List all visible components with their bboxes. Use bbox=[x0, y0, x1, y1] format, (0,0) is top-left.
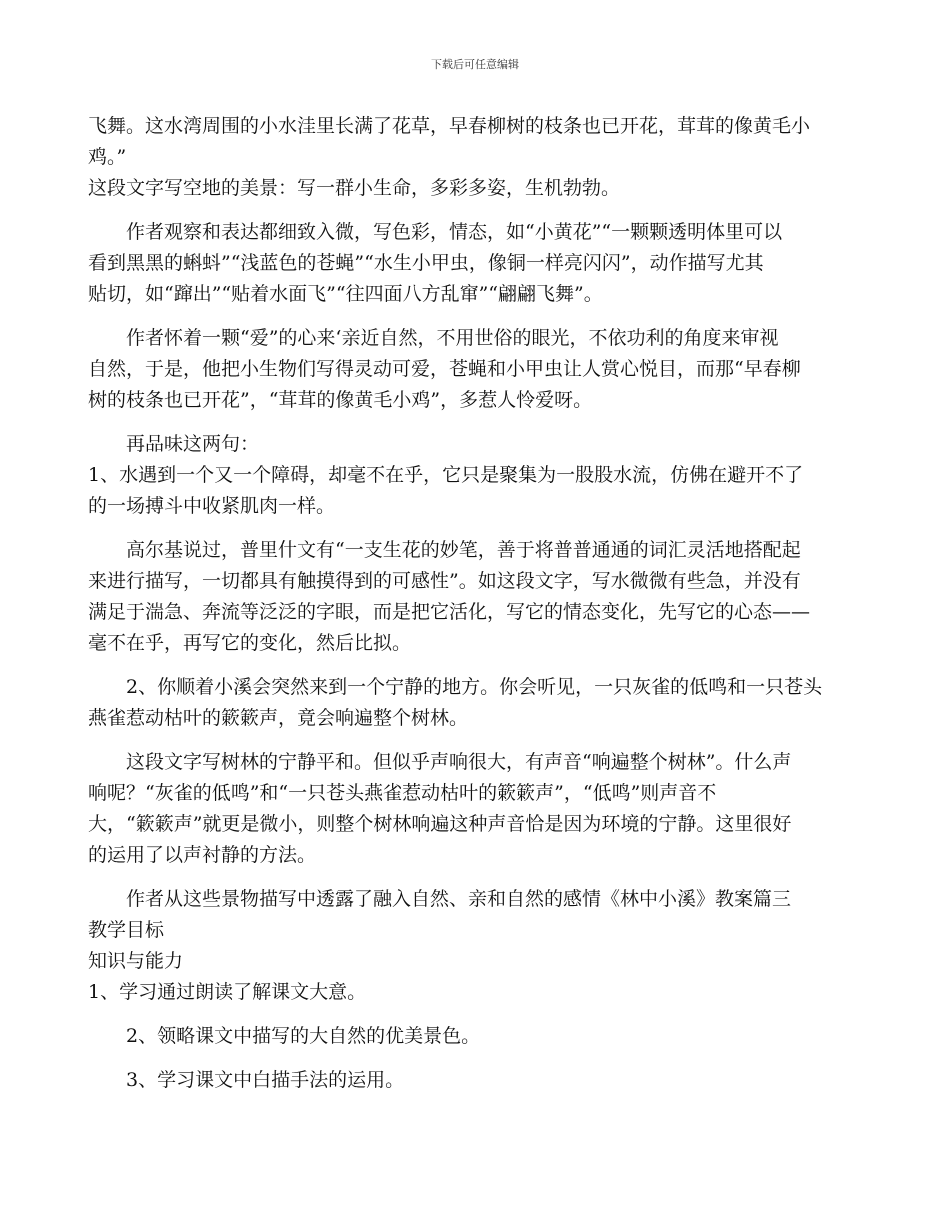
section-heading: 教学目标 bbox=[88, 919, 165, 941]
text-line: 响呢？“灰雀的低鸣”和“一只苍头燕雀惹动枯叶的簌簌声”，“低鸣”则声音不 bbox=[88, 782, 717, 804]
text-line: 作者从这些景物描写中透露了融入自然、亲和自然的感情《林中小溪》教案篇三 bbox=[126, 888, 792, 910]
text-line: 2、你顺着小溪会突然来到一个宁静的地方。你会听见，一只灰雀的低鸣和一只苍头 bbox=[126, 676, 823, 698]
text-line: 满足于湍急、奔流等泛泛的字眼，而是把它活化，写它的情态变化，先写它的心态—— bbox=[88, 601, 811, 623]
text-line: 毫不在乎，再写它的变化，然后比拟。 bbox=[88, 632, 412, 654]
text-line: 飞舞。这水湾周围的小水洼里长满了花草，早春柳树的枝条也已开花，茸茸的像黄毛小 bbox=[88, 115, 811, 137]
text-line: 的一场搏斗中收紧肌肉一样。 bbox=[88, 495, 336, 517]
text-line: 的运用了以声衬静的方法。 bbox=[88, 844, 317, 866]
list-item: 3、学习课文中白描手法的运用。 bbox=[126, 1069, 405, 1091]
text-line: 贴切，如“蹿出”“贴着水面飞”“往四面八方乱窜”“翩翩飞舞”。 bbox=[88, 283, 603, 305]
text-line: 高尔基说过，普里什文有“一支生花的妙笔，善于将普普通通的词汇灵活地搭配起 bbox=[126, 539, 801, 561]
text-line: 再品味这两句： bbox=[126, 433, 260, 455]
text-line: 作者观察和表达都细致入微，写色彩，情态，如“小黄花”“一颗颗透明体里可以 bbox=[126, 221, 783, 243]
text-line: 自然，于是，他把小生物们写得灵动可爱，苍蝇和小甲虫让人赏心悦目，而那“早春柳 bbox=[88, 358, 801, 380]
document-body bbox=[88, 111, 866, 1096]
section-subheading: 知识与能力 bbox=[88, 950, 184, 972]
text-line: 作者怀着一颗“爱”的心来‘亲近自然，不用世俗的眼光，不依功利的角度来审视 bbox=[126, 327, 779, 349]
text-line: 看到黑黑的蝌蚪”“浅蓝色的苍蝇”“水生小甲虫，像铜一样亮闪闪”，动作描写尤其 bbox=[88, 252, 764, 274]
text-line: 燕雀惹动枯叶的簌簌声，竟会响遍整个树林。 bbox=[88, 707, 469, 729]
text-line: 鸡。” bbox=[88, 146, 127, 168]
list-item: 1、学习通过朗读了解课文大意。 bbox=[88, 981, 367, 1003]
text-line: 这段文字写树林的宁静平和。但似乎声响很大，有声音“响遍整个树林”。什么声 bbox=[126, 751, 792, 773]
text-line: 1、水遇到一个又一个障碍，却毫不在乎，它只是聚集为一股股水流，仿佛在避开不了 bbox=[88, 464, 804, 486]
text-line: 大，“簌簌声”就更是微小，则整个树林响遍这种声音恰是因为环境的宁静。这里很好 bbox=[88, 813, 792, 835]
list-item: 2、领略课文中描写的大自然的优美景色。 bbox=[126, 1025, 481, 1047]
text-line: 这段文字写空地的美景：写一群小生命，多彩多姿，生机勃勃。 bbox=[88, 177, 621, 199]
text-line: 树的枝条也已开花”，“茸茸的像黄毛小鸡”，多惹人怜爱呀。 bbox=[88, 389, 593, 411]
page-header: 下载后可任意编辑 bbox=[431, 58, 519, 71]
text-line: 来进行描写，一切都具有触摸得到的可感性”。如这段文字，写水微微有些急，并没有 bbox=[88, 570, 801, 592]
